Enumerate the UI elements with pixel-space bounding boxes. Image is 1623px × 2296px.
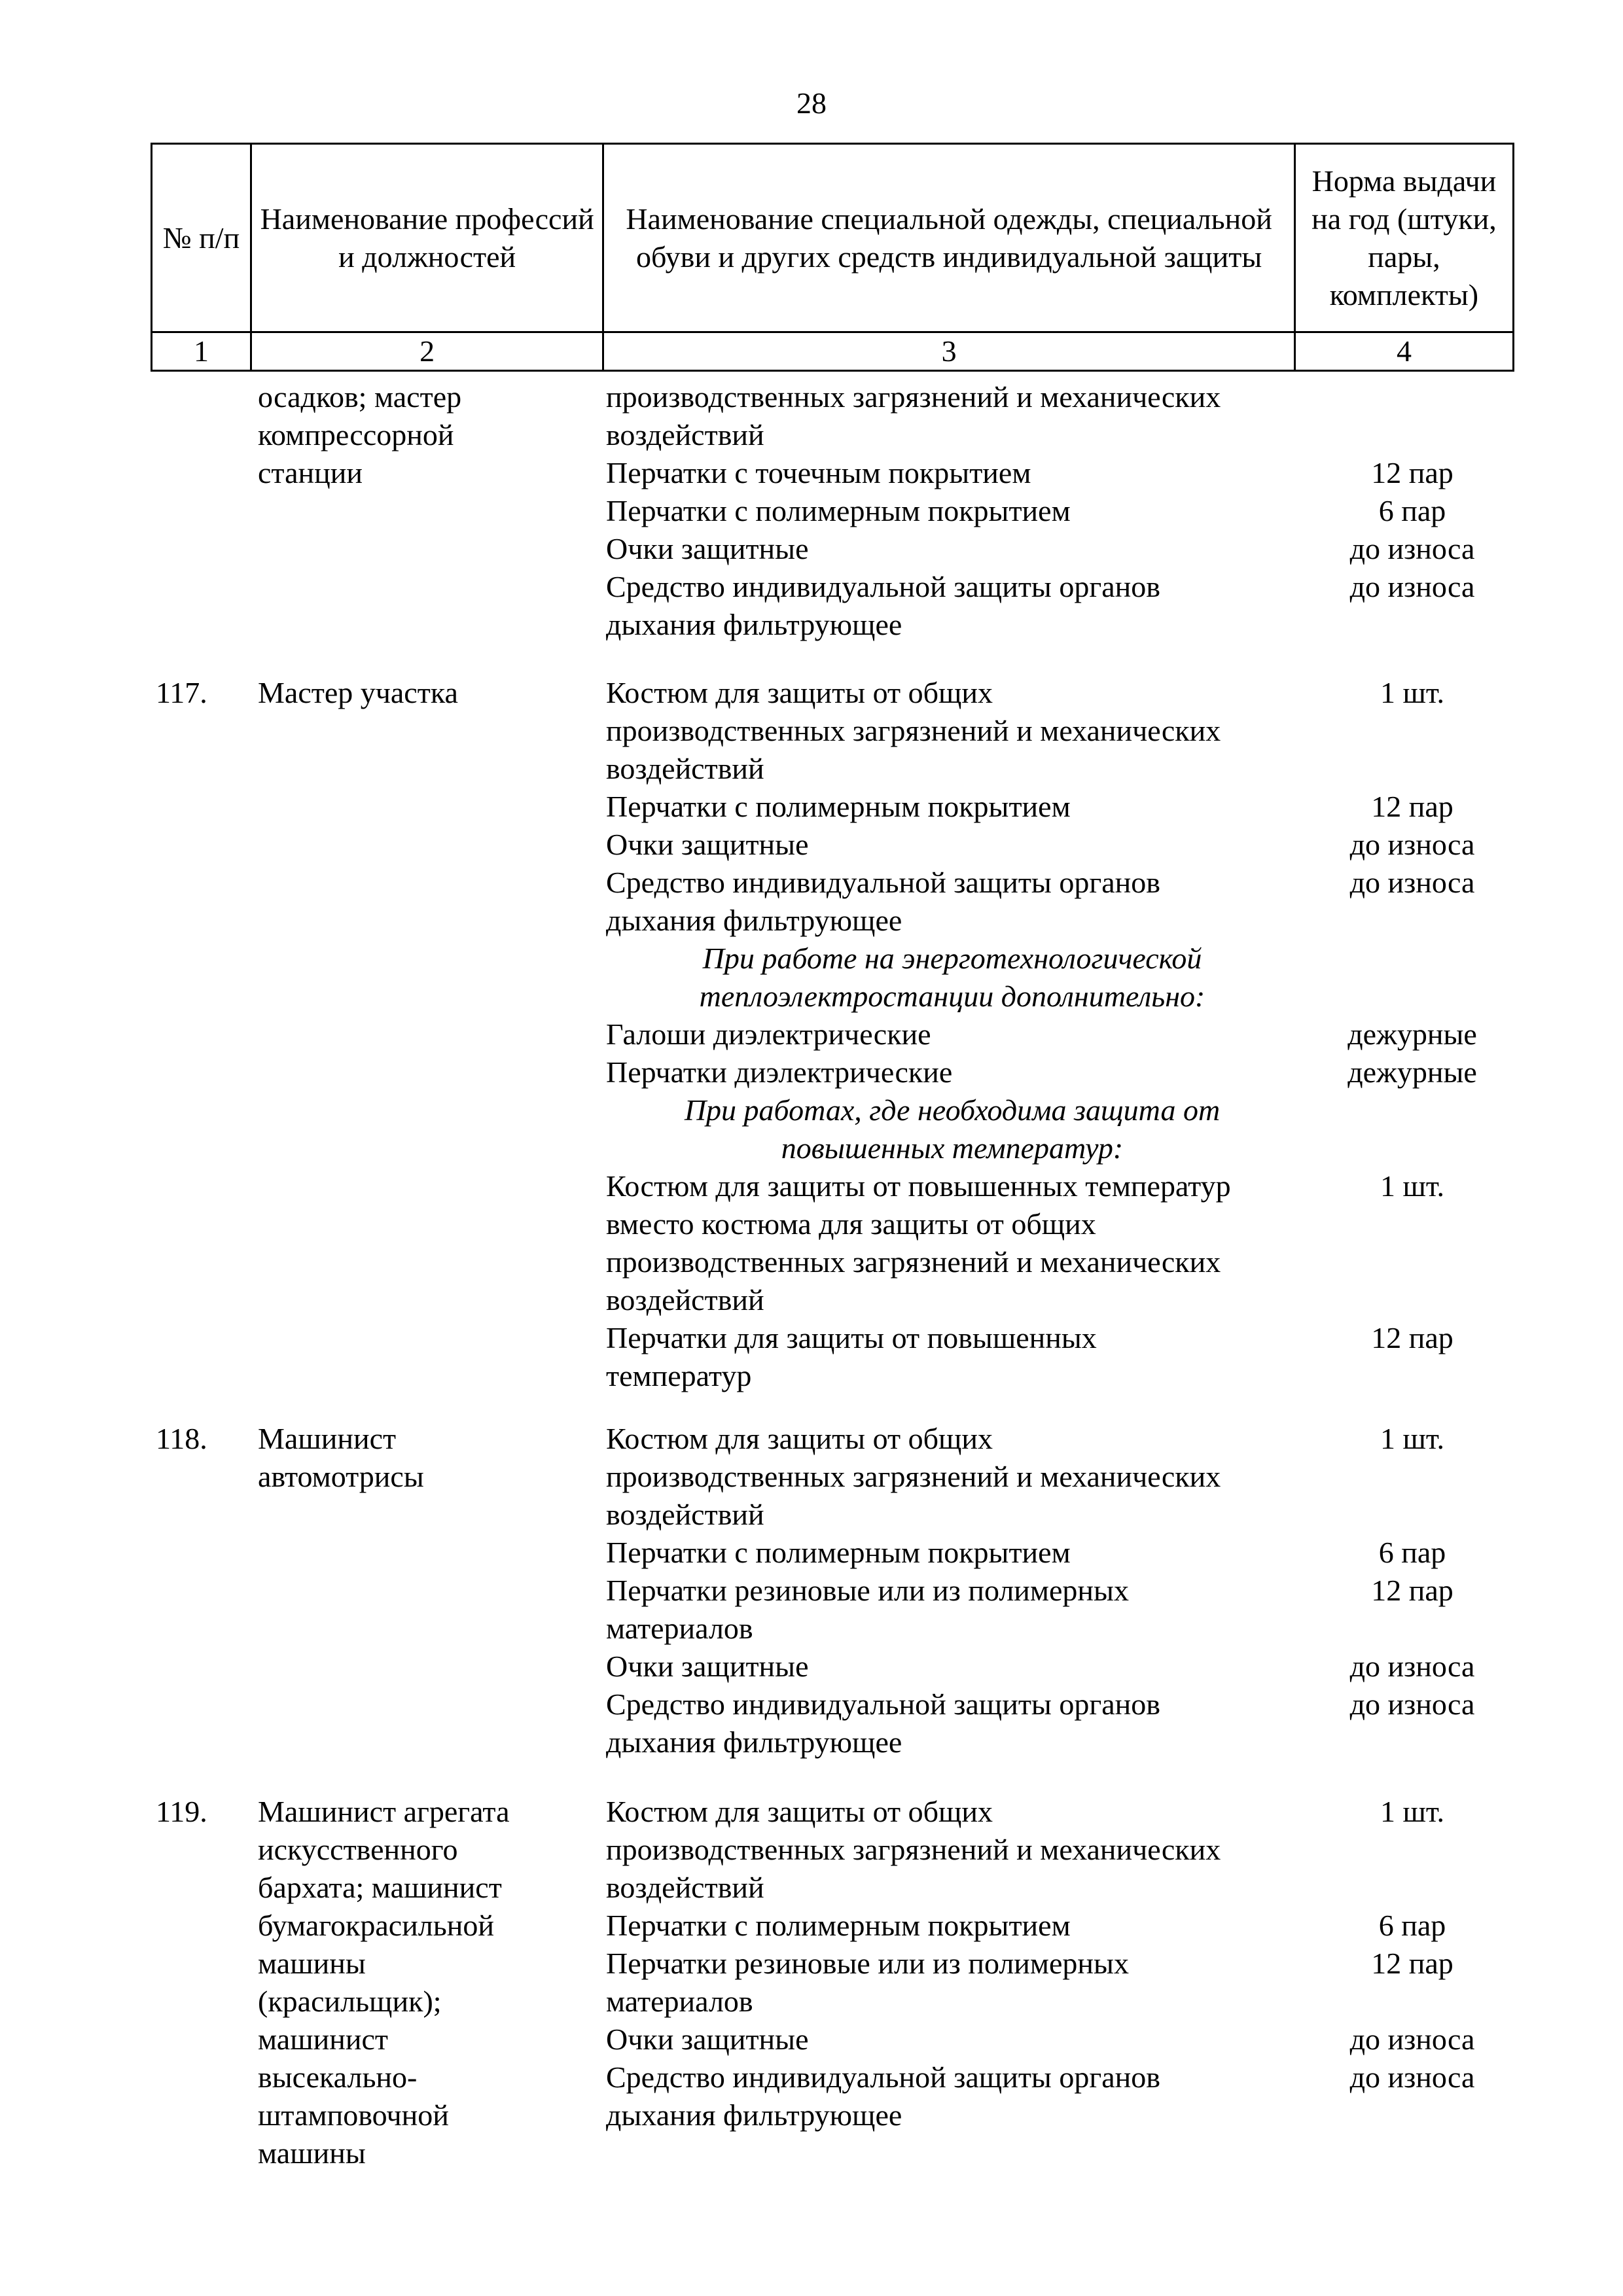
norm-value: 12 пар	[1371, 1321, 1454, 1354]
header-index-1: 1	[152, 332, 251, 371]
equipment-line: воздействий	[606, 1871, 764, 1904]
equipment-line: Средство индивидуальной защиты органов	[606, 1687, 1160, 1721]
norm-value: до износа	[1349, 866, 1475, 899]
profession-line: Машинист агрегата	[258, 1795, 510, 1828]
equipment-line: Средство индивидуальной защиты органов	[606, 570, 1160, 603]
equipment-line: Очки защитные	[606, 1650, 809, 1683]
note-line: теплоэлектростанции дополнительно:	[699, 980, 1205, 1013]
header-norm: Норма выдачи на год (штуки, пары, комплекты)	[1294, 144, 1513, 332]
equipment-line: материалов	[606, 1985, 753, 2018]
profession-line: штамповочной	[258, 2098, 449, 2132]
equipment-line: Перчатки диэлектрические	[606, 1055, 953, 1089]
row-number: 119.	[156, 1795, 207, 1828]
note-line: При работе на энерготехнологической	[702, 942, 1202, 975]
profession-line: бумагокрасильной	[258, 1909, 494, 1942]
row-number: 117.	[156, 676, 207, 709]
norm-value: дежурные	[1347, 1055, 1477, 1089]
equipment-line: Очки защитные	[606, 532, 809, 565]
profession-line: осадков; мастер	[258, 380, 462, 414]
equipment-line: дыхания фильтрующее	[606, 904, 902, 937]
norm-value: до износа	[1349, 828, 1475, 861]
equipment-line: дыхания фильтрующее	[606, 608, 902, 641]
norm-value: 1 шт.	[1380, 1169, 1445, 1203]
profession-line: станции	[258, 456, 363, 489]
equipment-line: Перчатки с полимерным покрытием	[606, 790, 1071, 823]
profession-line: машины	[258, 2136, 366, 2170]
equipment-line: производственных загрязнений и механических	[606, 1833, 1221, 1866]
header-index-4: 4	[1294, 332, 1513, 371]
norm-value: 12 пар	[1371, 456, 1454, 489]
note-line: повышенных температур:	[781, 1131, 1124, 1165]
equipment-line: Перчатки с полимерным покрытием	[606, 1909, 1071, 1942]
equipment-line: Средство индивидуальной защиты органов	[606, 866, 1160, 899]
norm-value: 6 пар	[1378, 1536, 1446, 1569]
norm-value: 1 шт.	[1380, 1795, 1445, 1828]
header-row	[152, 144, 1514, 332]
equipment-line: Костюм для защиты от общих	[606, 1422, 993, 1455]
equipment-line: Перчатки с полимерным покрытием	[606, 494, 1071, 527]
norm-value: 12 пар	[1371, 1947, 1454, 1980]
profession-line: (красильщик);	[258, 1985, 442, 2018]
equipment-line: Костюм для защиты от общих	[606, 1795, 993, 1828]
equipment-line: Перчатки для защиты от повышенных	[606, 1321, 1097, 1354]
equipment-line: воздействий	[606, 752, 764, 785]
equipment-line: дыхания фильтрующее	[606, 1725, 902, 1759]
profession-line: искусственного	[258, 1833, 458, 1866]
note-line: При работах, где необходима защита от	[684, 1093, 1221, 1127]
equipment-line: дыхания фильтрующее	[606, 2098, 902, 2132]
norm-value: до износа	[1349, 1687, 1475, 1721]
profession-line: высекально-	[258, 2060, 418, 2094]
norm-value: 6 пар	[1378, 1909, 1446, 1942]
equipment-line: производственных загрязнений и механических	[606, 1460, 1221, 1493]
norm-value: 12 пар	[1371, 1574, 1454, 1607]
equipment-line: воздействий	[606, 418, 764, 451]
norm-value: 1 шт.	[1380, 676, 1445, 709]
norm-value: до износа	[1349, 2060, 1475, 2094]
header-number: № п/п	[152, 144, 251, 332]
equipment-line: производственных загрязнений и механических	[606, 714, 1221, 747]
page-number: 28	[796, 86, 827, 120]
equipment-line: вместо костюма для защиты от общих	[606, 1207, 1096, 1241]
profession-line: машины	[258, 1947, 366, 1980]
profession-line: Машинист	[258, 1422, 397, 1455]
profession-line: компрессорной	[258, 418, 454, 451]
equipment-line: материалов	[606, 1612, 753, 1645]
norm-value: 12 пар	[1371, 790, 1454, 823]
norm-value: 6 пар	[1378, 494, 1446, 527]
equipment-line: Перчатки с точечным покрытием	[606, 456, 1031, 489]
equipment-line: Перчатки резиновые или из полимерных	[606, 1947, 1129, 1980]
norm-value: до износа	[1349, 1650, 1475, 1683]
profession-line: Мастер участка	[258, 676, 458, 709]
header-index-3: 3	[603, 332, 1295, 371]
profession-line: машинист	[258, 2022, 389, 2056]
table-header	[151, 143, 1514, 372]
equipment-line: температур	[606, 1359, 752, 1392]
equipment-line: воздействий	[606, 1498, 764, 1531]
header-equipment: Наименование специальной одежды, специальной обуви и других средств индивидуальной защиты	[603, 144, 1295, 332]
equipment-line: Средство индивидуальной защиты органов	[606, 2060, 1160, 2094]
profession-line: бархата; машинист	[258, 1871, 502, 1904]
equipment-line: Перчатки резиновые или из полимерных	[606, 1574, 1129, 1607]
norm-value: до износа	[1349, 570, 1475, 603]
norm-value: до износа	[1349, 532, 1475, 565]
header-profession: Наименование профессий и должностей	[251, 144, 603, 332]
equipment-line: производственных загрязнений и механических	[606, 380, 1221, 414]
header-index-2: 2	[251, 332, 603, 371]
equipment-line: воздействий	[606, 1283, 764, 1316]
equipment-line: производственных загрязнений и механических	[606, 1245, 1221, 1279]
profession-line: автомотрисы	[258, 1460, 424, 1493]
header-numbers-row	[152, 332, 1514, 371]
equipment-line: Очки защитные	[606, 828, 809, 861]
equipment-line: Галоши диэлектрические	[606, 1017, 931, 1051]
equipment-line: Костюм для защиты от повышенных температур	[606, 1169, 1231, 1203]
equipment-line: Перчатки с полимерным покрытием	[606, 1536, 1071, 1569]
norm-value: дежурные	[1347, 1017, 1477, 1051]
equipment-line: Костюм для защиты от общих	[606, 676, 993, 709]
equipment-line: Очки защитные	[606, 2022, 809, 2056]
norm-value: до износа	[1349, 2022, 1475, 2056]
norm-value: 1 шт.	[1380, 1422, 1445, 1455]
row-number: 118.	[156, 1422, 207, 1455]
